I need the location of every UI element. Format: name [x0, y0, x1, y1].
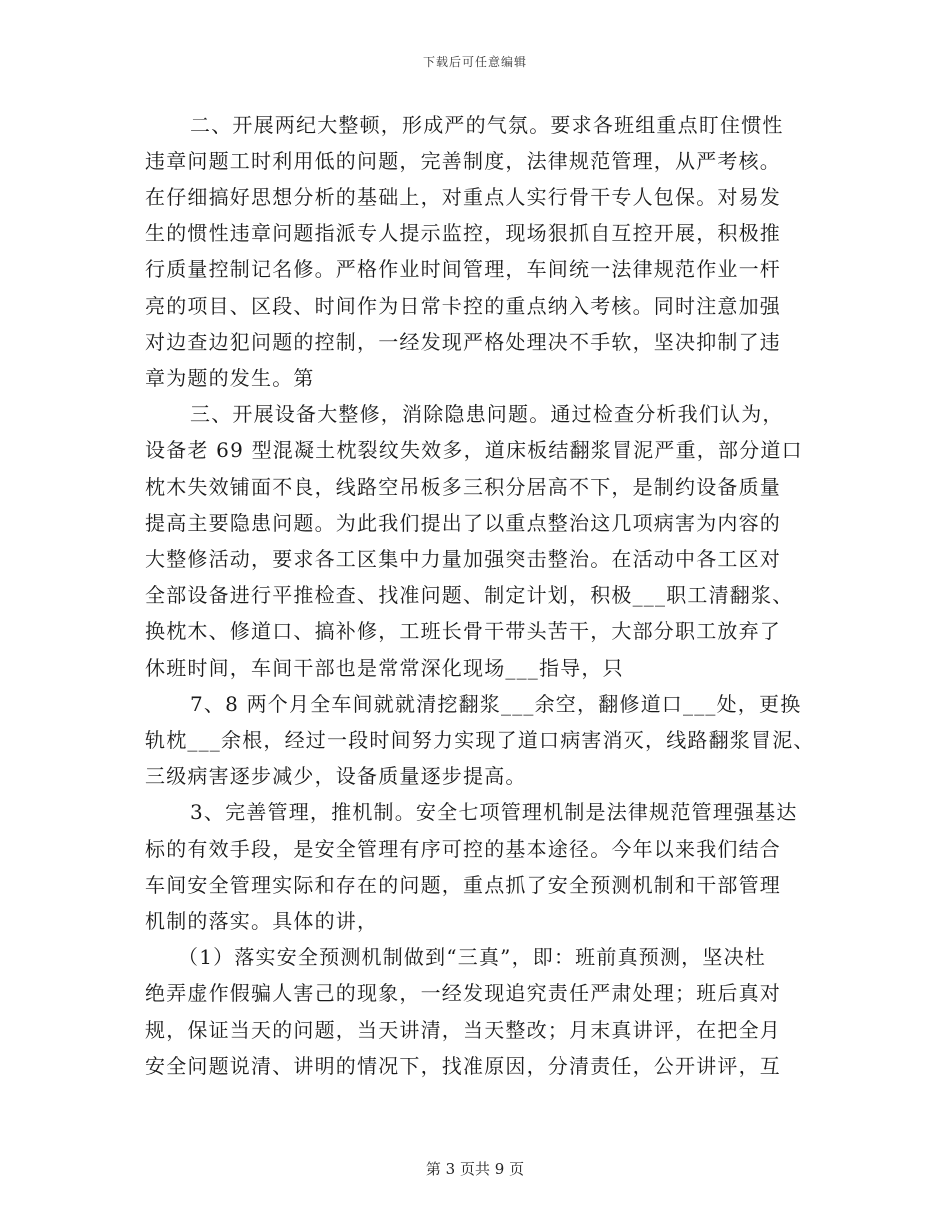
text-line: 3、完善管理，推机制。安全七项管理机制是法律规范管理强基达: [190, 800, 798, 824]
text-line: 章为题的发生。第: [145, 366, 315, 390]
text-line: 7、8 两个月全车间就就清挖翻浆___余空，翻修道口___处，更换: [190, 692, 802, 716]
text-line: 枕木失效铺面不良，线路空吊板多三积分居高不下，是制约设备质量: [145, 475, 781, 499]
text-line: 轨枕___余根，经过一段时间努力实现了道口病害消灭，线路翻浆冒泥、: [145, 728, 815, 752]
text-line: 安全问题说清、讲明的情况下，找准原因，分清责任，公开讲评，互: [145, 1054, 781, 1078]
text-line: 违章问题工时利用低的问题，完善制度，法律规范管理，从严考核。: [145, 149, 781, 173]
text-line: 绝弄虚作假骗人害己的现象，一经发现追究责任严肃处理；班后真对: [145, 981, 781, 1005]
text-line: 规，保证当天的问题，当天讲清，当天整改；月末真讲评，在把全月: [145, 1018, 781, 1042]
text-line: 行质量控制记名修。严格作业时间管理，车间统一法律规范作业一杆: [145, 257, 781, 281]
text-line: 换枕木、修道口、搞补修，工班长骨干带头苦干，大部分职工放弃了: [145, 619, 781, 643]
page-header: 下载后可任意编辑: [422, 55, 527, 69]
text-line: 对边查边犯问题的控制，一经发现严格处理决不手软，坚决抑制了违: [145, 330, 781, 354]
text-line: 设备老 69 型混凝土枕裂纹失效多，道床板结翻浆冒泥严重，部分道口: [145, 438, 803, 462]
text-line: 亮的项目、区段、时间作为日常卡控的重点纳入考核。同时注意加强: [145, 294, 781, 318]
text-line: 机制的落实。具体的讲，: [145, 909, 379, 933]
text-line: 生的惯性违章问题指派专人提示监控，现场狠抓自互控开展，积极推: [145, 221, 781, 245]
text-line: （1）落实安全预测机制做到“三真”，即：班前真预测，坚决杜: [178, 945, 766, 969]
text-line: 大整修活动，要求各工区集中力量加强突击整治。在活动中各工区对: [145, 547, 781, 571]
text-line: 在仔细搞好思想分析的基础上，对重点人实行骨干专人包保。对易发: [145, 185, 781, 209]
text-line: 休班时间，车间干部也是常常深化现场___指导，只: [145, 656, 624, 680]
text-line: 提高主要隐患问题。为此我们提出了以重点整治这几项病害为内容的: [145, 511, 781, 535]
text-line: 全部设备进行平推检查、找准问题、制定计划，积极___职工清翻浆、: [145, 583, 794, 607]
text-line: 车间安全管理实际和存在的问题，重点抓了安全预测机制和干部管理: [145, 873, 781, 897]
text-line: 标的有效手段，是安全管理有序可控的基本途径。今年以来我们结合: [145, 837, 781, 861]
text-line: 二、开展两纪大整顿，形成严的气氛。要求各班组重点盯住惯性: [190, 113, 784, 137]
page-footer: 第 3 页共 9 页: [425, 1160, 525, 1178]
text-line: 三、开展设备大整修，消除隐患问题。通过检查分析我们认为，: [190, 402, 784, 426]
text-line: 三级病害逐步减少，设备质量逐步提高。: [145, 764, 527, 788]
